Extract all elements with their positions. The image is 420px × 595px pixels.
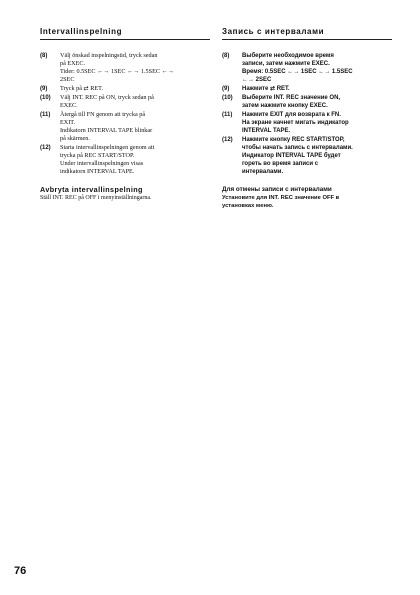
sub-heading: Для отмены записи с интервалами (222, 186, 332, 193)
note-line: Установите для INT. REC значение OFF в (222, 195, 340, 201)
step-line: Starta intervallinspelningen genom att (60, 144, 155, 151)
note-line: установках меню. (222, 203, 274, 209)
step-item (222, 94, 392, 110)
step-line: гореть во время записи с (242, 161, 319, 167)
step-number: (12) (40, 145, 51, 151)
step-line: trycka på REC START/STOP. (60, 152, 135, 159)
step-line: Выберите INT. REC значение ON, (242, 95, 341, 101)
step-line: Indikatorn INTERVAL TAPE blinkar (60, 127, 153, 134)
step-line: интервалами. (242, 169, 284, 175)
right-column-russian (222, 27, 392, 210)
step-number: (9) (40, 86, 48, 92)
step-item (40, 94, 210, 110)
section-heading: Intervallinspelning (40, 27, 210, 40)
step-line: EXEC. (60, 102, 78, 109)
step-item (222, 85, 392, 93)
step-text (60, 52, 210, 84)
step-number: (10) (222, 95, 233, 101)
page-number: 76 (14, 565, 27, 577)
step-text (60, 94, 210, 110)
left-column-swedish (40, 27, 210, 202)
step-number: (8) (40, 53, 48, 59)
step-number: (11) (40, 112, 51, 118)
step-line: Индикатор INTERVAL TAPE будет (242, 153, 341, 159)
step-item (222, 52, 392, 84)
note-text (40, 194, 210, 202)
step-line: записи, затем нажмите EXEC. (242, 61, 330, 67)
note-line: Ställ INT. REC på OFF i menyinställningarna. (40, 195, 152, 201)
step-line: 2SEC (60, 76, 75, 83)
step-line: INTERVAL TAPE. (242, 128, 291, 134)
step-number: (8) (222, 53, 230, 59)
step-text (242, 94, 392, 110)
step-line: på EXEC. (60, 60, 86, 67)
step-line: indikatorn INTERVAL TAPE. (60, 168, 135, 175)
step-list (222, 52, 392, 176)
step-line: Under intervallinspelningen visas (60, 160, 144, 167)
step-line: Välj önskad inspelningstid, tryck sedan (60, 52, 158, 59)
step-line: ←→ 2SEC (242, 77, 272, 83)
step-line: затем нажмите кнопку EXEC. (242, 103, 328, 109)
step-text (242, 52, 392, 84)
step-text (60, 111, 210, 143)
step-item (40, 85, 210, 93)
step-line: Нажмите EXIT для возврата к FN. (242, 112, 341, 118)
step-text (242, 111, 392, 135)
sub-heading: Avbryta intervallinspelning (40, 185, 143, 194)
step-text (242, 136, 392, 176)
step-line: Tider: 0.5SEC ←→ 1SEC ←→ 1.5SEC ←→ (60, 68, 174, 75)
step-line: Время: 0.5SEC ←→ 1SEC ←→ 1.5SEC (242, 69, 353, 75)
step-number: (9) (222, 86, 230, 92)
step-item (40, 111, 210, 143)
step-line: Tryck på ⇄ RET. (60, 85, 103, 92)
step-item (222, 136, 392, 176)
step-number: (12) (222, 137, 233, 143)
step-item (40, 52, 210, 84)
step-item (40, 144, 210, 176)
step-line: på skärmen. (60, 135, 90, 142)
step-text (60, 85, 210, 93)
step-number: (10) (40, 95, 51, 101)
step-text (60, 144, 210, 176)
section-heading: Запись с интервалами (222, 27, 392, 40)
step-line: Выберите необходимое время (242, 53, 334, 59)
step-text (242, 85, 392, 93)
step-item (222, 111, 392, 135)
step-line: Välj INT. REC på ON, tryck sedan på (60, 94, 154, 101)
step-list (40, 52, 210, 176)
step-line: Нажмите ⇄ RET. (242, 86, 290, 92)
step-line: Нажмите кнопку REC START/STOP, (242, 137, 345, 143)
step-line: Återgå till FN genom att trycka på (60, 111, 146, 118)
step-number: (11) (222, 112, 233, 118)
note-text (222, 194, 392, 210)
step-line: На экране начнет мигать индикатор (242, 120, 349, 126)
step-line: чтобы начать запись с интервалами. (242, 145, 353, 151)
step-line: EXIT. (60, 119, 76, 126)
